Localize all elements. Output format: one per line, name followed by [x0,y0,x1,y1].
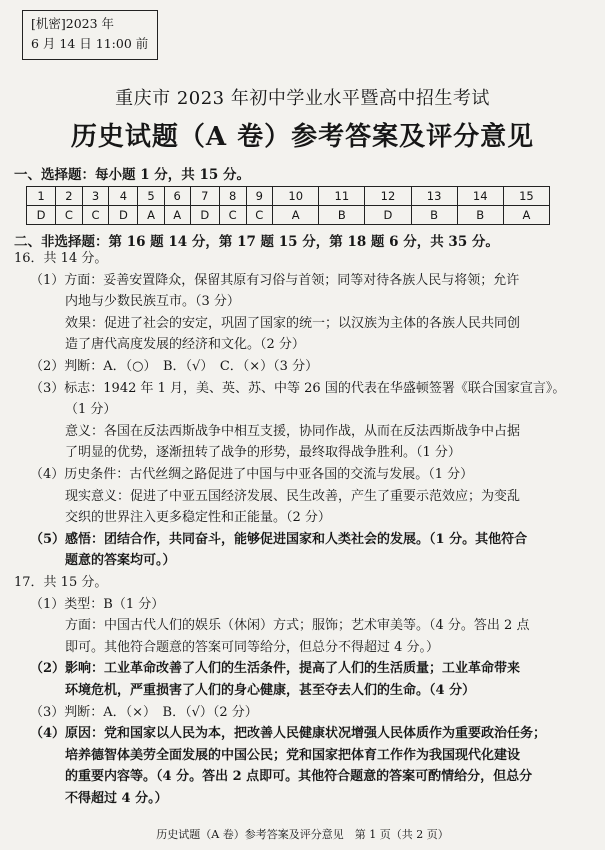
table-cell: D [365,206,411,225]
table-cell: 7 [190,187,219,206]
table-cell: 2 [56,187,83,206]
text-line: 不得超过 4 分。） [65,791,168,806]
table-cell: B [319,206,365,225]
text-line: 题意的答案均可。） [65,553,176,568]
text-line: （1）类型：B（1 分） [30,597,165,612]
table-cell: C [82,206,109,225]
table-cell: 4 [109,187,138,206]
text-line: （2）判断：A．（○） B．（√） C．（×）（3 分） [30,359,319,374]
table-cell: 10 [273,187,319,206]
text-line: 17．共 15 分。 [14,575,108,590]
table-cell: C [246,206,273,225]
table-cell: A [164,206,190,225]
text-line: （2）影响：工业革命改善了人们的生活条件，提高了人们的生活质量；工业革命带来 [30,661,521,676]
text-line: 即可。其他符合题意的答案可同等给分，但总分不得超过 4 分。） [65,640,440,655]
table-cell: A [138,206,164,225]
table-cell: 15 [503,187,549,206]
section-1-heading: 一、选择题：每小题 1 分，共 15 分。 [14,167,250,183]
text-line: 了明显的优势，逐渐扭转了战争的形势，最终取得战争胜利。（1 分） [65,445,461,460]
table-cell: 14 [457,187,503,206]
document-subtitle: 历史试题（A 卷）参考答案及评分意见 [70,122,535,152]
table-cell: A [503,206,549,225]
text-line: 16．共 14 分。 [14,251,108,266]
text-line: 环境危机，严重损害了人们的身心健康，甚至夺去人们的生命。（4 分） [65,683,476,698]
table-cell: 9 [246,187,273,206]
answer-table [26,186,550,225]
table-cell: 8 [219,187,246,206]
text-line: （1 分） [65,402,117,417]
text-line: 意义：各国在反法西斯战争中相互支援，协同作战，从而在反法西斯战争中占据 [65,424,521,439]
section-2-heading: 二、非选择题：第 16 题 14 分，第 17 题 15 分，第 18 题 6 分，共 35 分。 [14,234,499,250]
text-line: 造了唐代高度发展的经济和文化。（2 分） [65,337,305,352]
text-line: （4）原因：党和国家以人民为本，把改善人民健康状况增强人民体质作为重要政治任务； [30,726,547,741]
exam-title: 重庆市 2023 年初中学业水平暨高中招生考试 [115,88,490,109]
answer-row [27,206,550,225]
table-cell: 12 [365,187,411,206]
text-line: 效果：促进了社会的安定，巩固了国家的统一；以汉族为主体的各族人民共同创 [65,316,521,331]
text-line: （1）方面：妥善安置降众，保留其原有习俗与首领；同等对待各族人民与将领；允许 [30,273,520,288]
table-cell: 5 [138,187,164,206]
table-cell: C [56,206,83,225]
text-line: 内地与少数民族互市。（3 分） [65,294,240,309]
table-cell: 3 [82,187,109,206]
page-footer: 历史试题（A 卷）参考答案及评分意见 第 1 页（共 2 页） [156,828,449,841]
text-line: 交织的世界注入更多稳定性和正能量。（2 分） [65,510,331,525]
table-cell: B [411,206,457,225]
stamp-line-2: 6 月 14 日 11:00 前 [31,36,149,51]
table-cell: A [273,206,319,225]
table-cell: D [109,206,138,225]
table-cell: C [219,206,246,225]
text-line: 方面：中国古代人们的娱乐（休闲）方式；服饰；艺术审美等。（4 分。答出 2 点 [65,618,530,633]
table-cell: D [190,206,219,225]
text-line: （4）历史条件：古代丝绸之路促进了中国与中亚各国的交流与发展。（1 分） [30,467,474,482]
text-line: （3）标志：1942 年 1 月，美、英、苏、中等 26 国的代表在华盛顿签署《联合国家宣言》。 [30,381,566,396]
table-cell: B [457,206,503,225]
question-number-row [27,187,550,206]
stamp-line-1: [机密]2023 年 [31,16,115,31]
text-line: 培养德智体美劳全面发展的中国公民；党和国家把体育工作作为我国现代化建设 [65,748,521,763]
table-cell: 13 [411,187,457,206]
text-line: 的重要内容等。（4 分。答出 2 点即可。其他符合题意的答案可酌情给分，但总分 [65,769,533,784]
table-cell: 1 [27,187,56,206]
table-cell: 11 [319,187,365,206]
text-line: 现实意义：促进了中亚五国经济发展、民生改善，产生了重要示范效应；为变乱 [65,489,521,504]
text-line: （5）感悟：团结合作，共同奋斗，能够促进国家和人类社会的发展。（1 分。其他符合 [30,532,528,547]
confidential-stamp [22,10,158,60]
text-line: （3）判断：A．（×） B．（√）（2 分） [30,705,258,720]
table-cell: D [27,206,56,225]
table-cell: 6 [164,187,190,206]
